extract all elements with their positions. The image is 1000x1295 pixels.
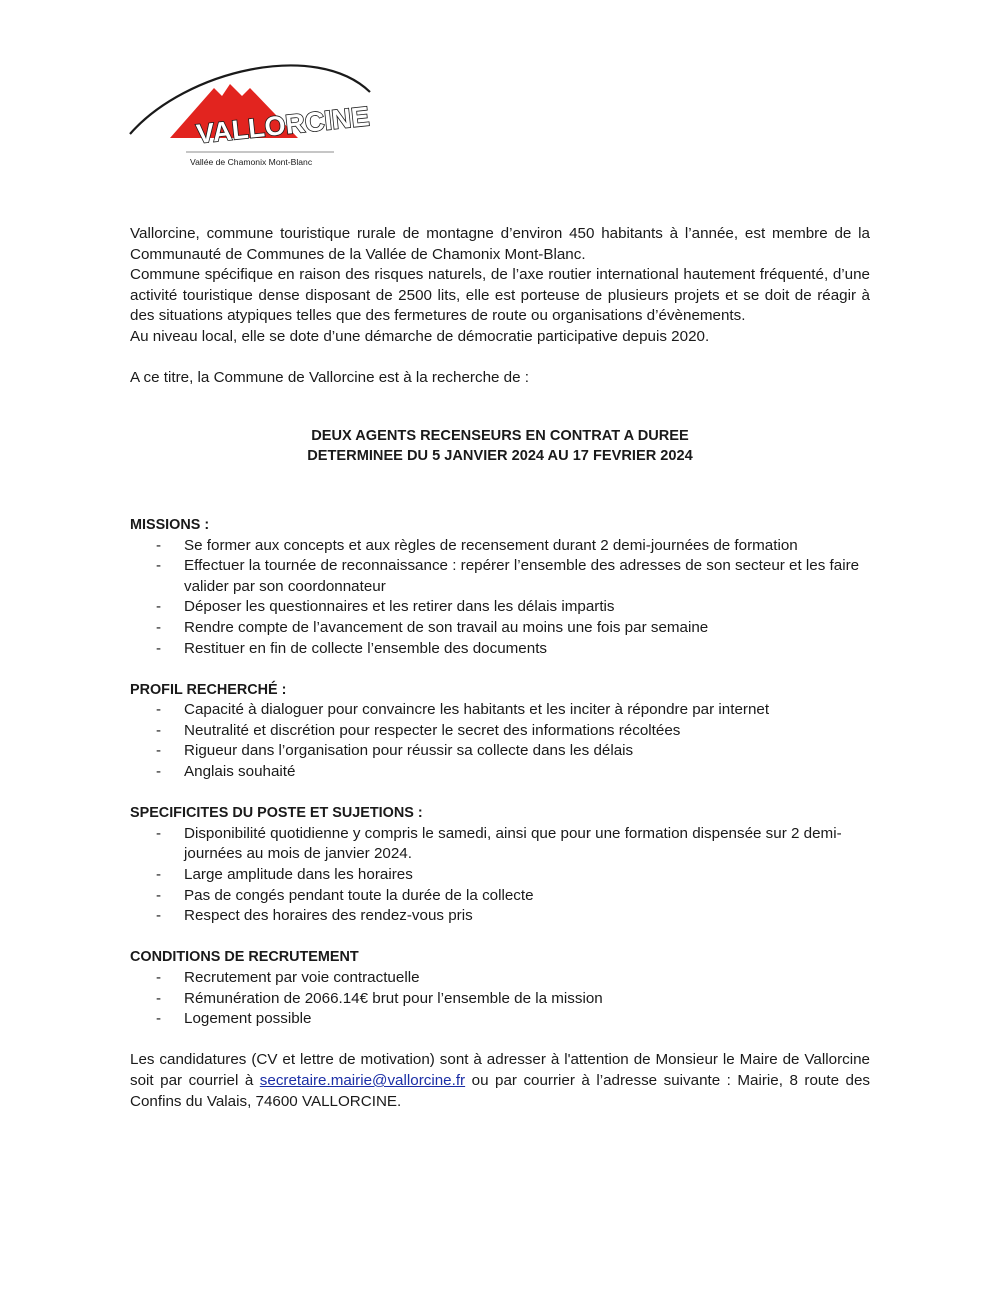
list-item-text: Neutralité et discrétion pour respecter le secret des informations récoltées (184, 721, 681, 739)
dash-bullet: - (156, 763, 162, 781)
list-item (130, 597, 870, 618)
section (130, 515, 870, 659)
dash-bullet: - (156, 969, 162, 986)
list-item (130, 989, 870, 1010)
list-item-text: Anglais souhaité (184, 763, 296, 781)
list-item-text: Rendre compte de l’avancement de son travail au moins une fois par semaine (184, 618, 709, 636)
list-item-text: Disponibilité quotidienne y compris le samedi, ainsi que pour une formation dispensée sur 2 demi-journées au mois de janvier 2024. (184, 824, 842, 863)
job-title-line-1: DEUX AGENTS RECENSEURS EN CONTRAT A DUREE (311, 427, 689, 444)
list-item-text: Effectuer la tournée de reconnaissance : repérer l’ensemble des adresses de son secteur et les faire valider par son coordonnateur (184, 557, 860, 595)
section-list (130, 536, 870, 660)
logo-wordmark: VALLORCINE (194, 101, 371, 150)
sections (130, 515, 870, 1030)
section-heading: MISSIONS : (130, 516, 210, 533)
intro-paragraph-1: Vallorcine, commune touristique rurale de montagne d’environ 450 habitants à l’année, est membre de la Communauté de Communes de la Vallée de Chamonix Mont-Blanc. (130, 225, 870, 263)
intro-paragraph-2: Commune spécifique en raison des risques naturels, de l’axe routier international hautement fréquenté, d’une activité touristique dense disposant de 2500 lits, elle est porteuse de plusieurs projets et se doit de réagir à des situations atypiques telles que des fermetures de route ou organisations d’évènements. (130, 266, 870, 325)
list-item (130, 865, 870, 886)
list-item-text: Pas de congés pendant toute la durée de la collecte (184, 886, 534, 904)
application-instructions (130, 1050, 870, 1112)
dash-bullet: - (156, 536, 162, 554)
dash-bullet: - (156, 618, 162, 636)
section-heading: CONDITIONS DE RECRUTEMENT (130, 949, 359, 966)
dash-bullet: - (156, 989, 162, 1007)
list-item (130, 762, 870, 783)
list-item-text: Capacité à dialoguer pour convaincre les habitants et les inciter à répondre par internet (184, 701, 770, 719)
section (130, 680, 870, 783)
vallorcine-logo (126, 50, 376, 170)
section-heading: SPECIFICITES DU POSTE ET SUJETIONS : (130, 805, 423, 822)
dash-bullet: - (156, 557, 162, 575)
dash-bullet: - (156, 907, 162, 925)
list-item-text: Rigueur dans l’organisation pour réussir sa collecte dans les délais (184, 742, 634, 760)
document-body (130, 224, 870, 1112)
list-item-text: Restituer en fin de collecte l’ensemble des documents (184, 639, 548, 657)
list-item-text: Logement possible (184, 1010, 312, 1028)
dash-bullet: - (156, 598, 162, 616)
section-heading: PROFIL RECHERCHÉ : (130, 681, 287, 698)
list-item-text: Large amplitude dans les horaires (184, 866, 413, 884)
list-item (130, 824, 870, 865)
list-item-text: Recrutement par voie contractuelle (184, 969, 420, 986)
list-item-text: Respect des horaires des rendez-vous pris (184, 907, 473, 925)
section-list (130, 824, 870, 927)
intro-paragraph-3: Au niveau local, elle se dote d’une démarche de démocratie participative depuis 2020. (130, 327, 710, 345)
list-item (130, 886, 870, 907)
job-title-line-2: DETERMINEE DU 5 JANVIER 2024 AU 17 FEVRIER 2024 (307, 448, 693, 465)
footer-text-start: Les candidatures (CV et lettre de motivation) sont à adresser à l'attention de Monsieur le Maire de Vallorcine soit par courriel à (130, 1051, 870, 1089)
list-item (130, 741, 870, 762)
job-title (130, 426, 870, 467)
list-item (130, 618, 870, 639)
footer-text-end: ou par courrier à l’adresse suivante : Mairie, 8 route des Confins du Valais, 74600 VALLORCINE. (130, 1071, 870, 1110)
mountain-logo-graphic (126, 50, 376, 170)
section (130, 803, 870, 927)
list-item (130, 906, 870, 927)
email-link[interactable]: secretaire.mairie@vallorcine.fr (259, 1071, 466, 1089)
section-list (130, 968, 870, 1030)
list-item-text: Déposer les questionnaires et les retirer dans les délais impartis (184, 598, 615, 616)
dash-bullet: - (156, 824, 162, 842)
list-item (130, 700, 870, 721)
dash-bullet: - (156, 866, 162, 884)
list-item-text: Rémunération de 2066.14€ brut pour l’ensemble de la mission (184, 989, 603, 1007)
section-list (130, 700, 870, 782)
list-item (130, 1009, 870, 1030)
section (130, 947, 870, 1029)
list-item (130, 721, 870, 742)
list-item (130, 968, 870, 989)
list-item (130, 536, 870, 557)
dash-bullet: - (156, 886, 162, 904)
list-item-text: Se former aux concepts et aux règles de recensement durant 2 demi-journées de formation (184, 536, 798, 554)
dash-bullet: - (156, 701, 162, 719)
dash-bullet: - (156, 639, 162, 657)
list-item (130, 556, 870, 597)
logo-tagline: Vallée de Chamonix Mont-Blanc (190, 157, 313, 167)
dash-bullet: - (156, 742, 162, 760)
dash-bullet: - (156, 721, 162, 739)
intro-paragraph-4: A ce titre, la Commune de Vallorcine est à la recherche de : (130, 369, 530, 387)
dash-bullet: - (156, 1010, 162, 1028)
list-item (130, 639, 870, 660)
